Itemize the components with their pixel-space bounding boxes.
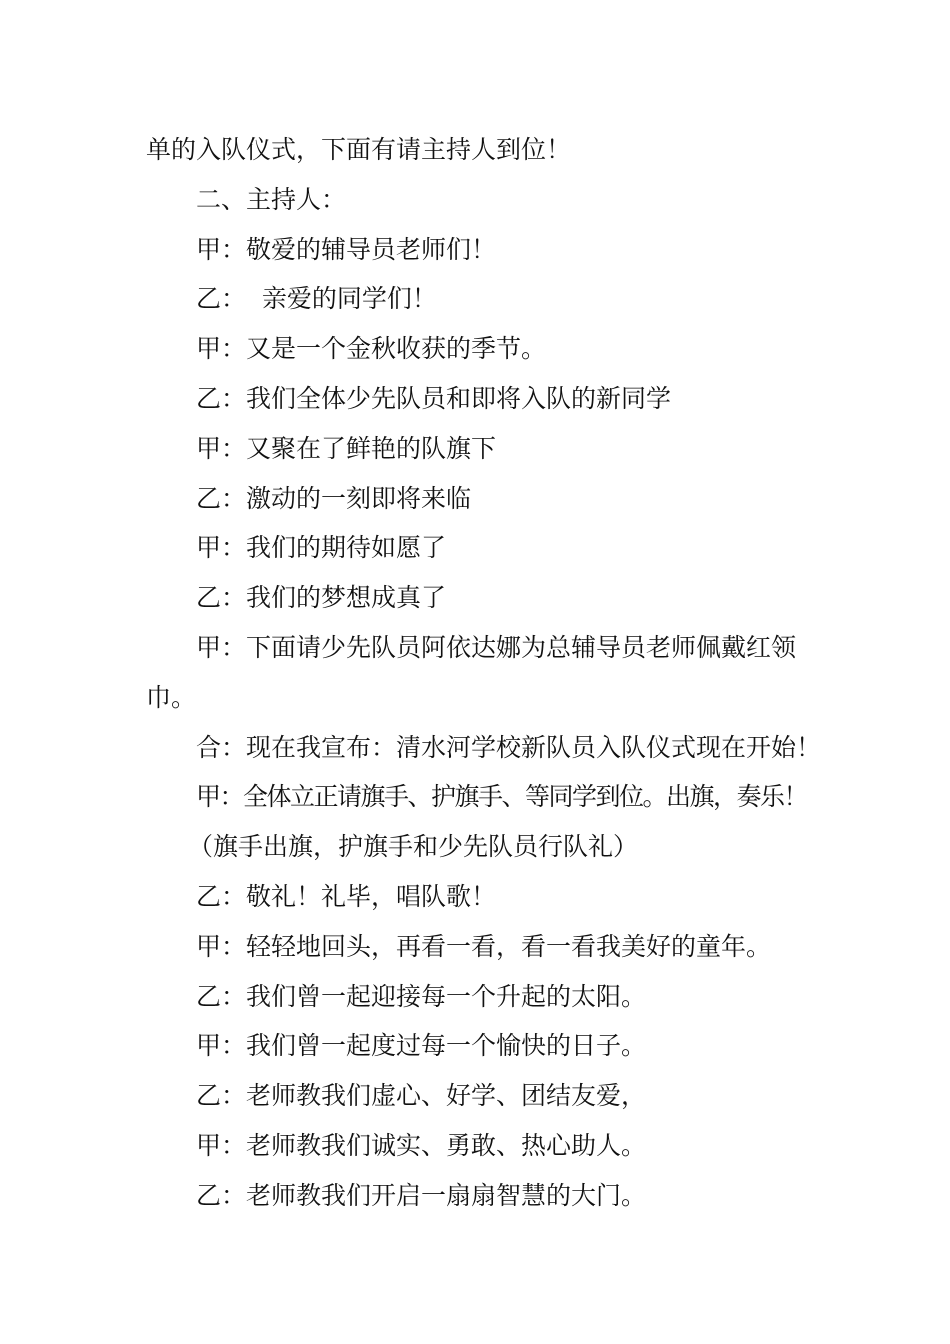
dialogue-line: 甲：我们的期待如愿了 [196, 533, 447, 563]
dialogue-line: 甲：又聚在了鲜艳的队旗下 [196, 433, 497, 463]
dialogue-line: 甲：敬爱的辅导员老师们！ [196, 234, 497, 264]
dialogue-line: 甲：又是一个金秋收获的季节。 [196, 334, 547, 364]
stage-direction: （旗手出旗，护旗手和少先队员行队礼） [188, 832, 639, 862]
dialogue-line: 甲：轻轻地回头，再看一看，看一看我美好的童年。 [196, 931, 772, 961]
dialogue-line: 甲：老师教我们诚实、勇敢、热心助人。 [196, 1130, 647, 1160]
dialogue-line: 合：现在我宣布：清水河学校新队员入队仪式现在开始！ [196, 732, 822, 762]
dialogue-line: 乙： 亲爱的同学们！ [196, 284, 437, 314]
dialogue-line: 乙：老师教我们开启一扇扇智慧的大门。 [196, 1180, 647, 1210]
dialogue-line: 乙：我们的梦想成真了 [196, 583, 447, 613]
dialogue-line: 甲：下面请少先队员阿依达娜为总辅导员老师佩戴红领 [196, 632, 797, 662]
dialogue-line: 甲：我们曾一起度过每一个愉快的日子。 [196, 1031, 647, 1061]
dialogue-line: 乙：敬礼！礼毕，唱队歌！ [196, 881, 497, 911]
dialogue-line: 乙：激动的一刻即将来临 [196, 483, 472, 513]
section-heading: 二、主持人： [196, 184, 347, 214]
dialogue-line: 乙：我们全体少先队员和即将入队的新同学 [196, 383, 672, 413]
dialogue-line: 乙：我们曾一起迎接每一个升起的太阳。 [196, 981, 647, 1011]
dialogue-line: 甲：全体立正请旗手、护旗手、等同学到位。出旗，奏乐！ [196, 782, 808, 812]
dialogue-line: 乙：老师教我们虚心、好学、团结友爱， [196, 1081, 647, 1111]
text-line: 巾。 [146, 682, 197, 712]
text-line: 单的入队仪式，下面有请主持人到位！ [146, 135, 572, 164]
document-body [146, 125, 836, 1221]
